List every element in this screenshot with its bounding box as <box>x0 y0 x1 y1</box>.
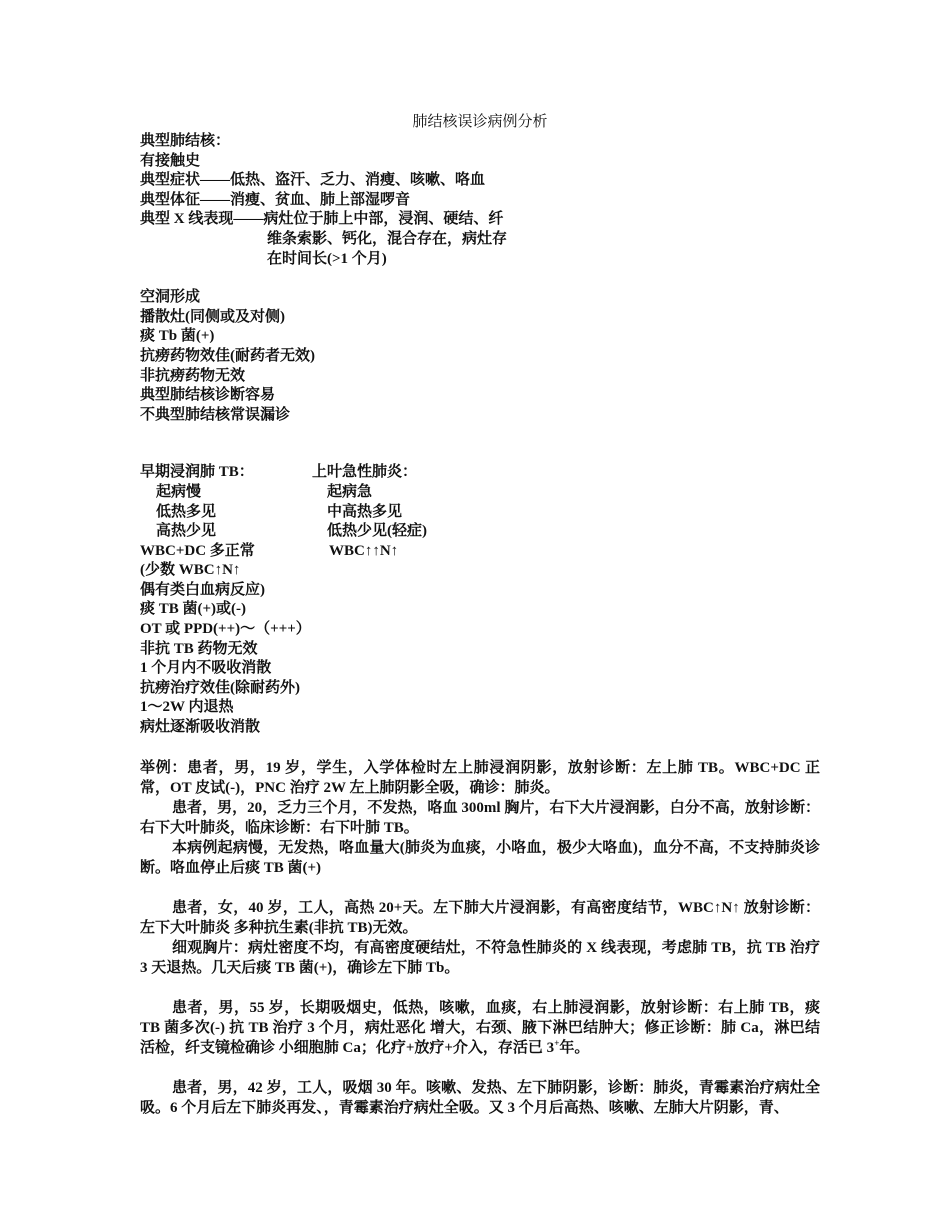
typical-line: 典型体征——消瘦、贫血、肺上部湿啰音 <box>140 191 411 208</box>
superscript-plus: + <box>554 1037 560 1048</box>
case-text: 患者，男，55 岁，长期吸烟史，低热，咳嗽，血痰，右上肺浸润影，放射诊断：右上肺 TB，痰 TB 菌多次(-) 抗 TB 治疗 3 个月，病灶恶化 增大，右颈、腋下淋巴结肿大；修正诊断：肺 Ca，淋巴结活检，纤支镜检确诊 小细胞肺 Ca；化疗+放疗+介入，存活已 3 <box>140 999 820 1056</box>
typical-line: 典型症状——低热、盗汗、乏力、消瘦、咳嗽、咯血 <box>140 172 486 189</box>
case-paragraph: 举例：患者，男，19 岁，学生，入学体检时左上肺浸润阴影，放射诊断：左上肺 TB。WBC+DC 正常，OT 皮试(-)，PNC 治疗 2W 左上肺阴影全吸，确诊：肺炎。 <box>140 759 820 796</box>
compare-right-cell: 中高热多见 <box>327 503 403 520</box>
case-paragraph: 患者，女，40 岁，工人，高热 20+天。左下肺大片浸润影，有高密度结节，WBC↑N↑ 放射诊断：左下大叶肺炎 多种抗生素(非抗 TB)无效。 <box>140 899 820 936</box>
compare-line: (少数 WBC↑N↑ <box>140 562 241 579</box>
typical-line: 非抗痨药物无效 <box>140 367 246 384</box>
document-title: 肺结核误诊病例分析 <box>412 114 548 130</box>
xray-continuation: 维条索影、钙化，混合存在，病灶存 <box>267 230 508 247</box>
typical-line: 痰 Tb 菌(+) <box>140 328 215 345</box>
typical-line: 不典型肺结核常误漏诊 <box>140 406 291 423</box>
compare-left-cell: 起病慢 <box>156 483 202 500</box>
compare-row <box>140 503 820 523</box>
case-text: 年。 <box>559 1039 590 1056</box>
compare-row <box>140 483 820 503</box>
typical-line: 播散灶(同侧或及对侧) <box>140 308 285 325</box>
typical-line: 空洞形成 <box>140 289 201 306</box>
document-page <box>140 112 820 1118</box>
compare-line: 1 个月内不吸收消散 <box>140 660 272 677</box>
compare-line: 偶有类白血病反应) <box>140 581 265 598</box>
compare-line: 非抗 TB 药物无效 <box>140 640 258 657</box>
typical-line: 有接触史 <box>140 152 201 169</box>
compare-line: 痰 TB 菌(+)或(-) <box>140 601 247 618</box>
compare-wbc-left: WBC+DC 多正常 <box>140 542 255 559</box>
xray-continuation: 在时间长(>1 个月) <box>267 250 387 267</box>
case-paragraph: 患者，男，20，乏力三个月，不发热，咯血 300ml 胸片，右下大片浸润影，白分不高，放射诊断：右下大叶肺炎，临床诊断：右下叶肺 TB。 <box>140 799 820 836</box>
compare-right-cell: 低热少见(轻症) <box>327 523 427 540</box>
compare-line: 1～2W 内退热 <box>140 699 234 716</box>
typical-line: 典型肺结核诊断容易 <box>140 387 276 404</box>
compare-left-cell: 高热少见 <box>156 523 217 540</box>
case-paragraph: 本病例起病慢，无发热，咯血量大(肺炎为血痰，小咯血，极少大咯血)，血分不高，不支持肺炎诊断。咯血停止后痰 TB 菌(+) <box>140 839 820 876</box>
case-paragraph <box>140 998 820 1058</box>
compare-line: 抗痨治疗效佳(除耐药外) <box>140 679 300 696</box>
compare-wbc-row <box>140 542 820 562</box>
compare-heading-row <box>140 463 820 483</box>
case-paragraph: 细观胸片：病灶密度不均，有高密度硬结灶，不符急性肺炎的 X 线表现，考虑肺 TB，抗 TB 治疗 3 天退热。几天后痰 TB 菌(+)，确诊左下肺 Tb。 <box>140 939 820 976</box>
typical-line: 典型 X 线表现——病灶位于肺上中部，浸润、硬结、纤 <box>140 211 504 228</box>
compare-right-heading: 上叶急性肺炎： <box>312 464 418 481</box>
compare-line: 病灶逐渐吸收消散 <box>140 719 261 736</box>
case-paragraph: 患者，男，42 岁，工人，吸烟 30 年。咳嗽、发热、左下肺阴影，诊断：肺炎，青霉素治疗病灶全吸。6 个月后左下肺炎再发、，青霉素治疗病灶全吸。又 3 个月后高热、咳嗽、左肺大片阴影，青、 <box>140 1079 820 1116</box>
compare-line: OT 或 PPD(++)～（+++） <box>140 621 311 638</box>
compare-left-cell: 低热多见 <box>156 503 217 520</box>
compare-wbc-right: WBC↑↑N↑ <box>329 542 399 559</box>
typical-line: 抗痨药物效佳(耐药者无效) <box>140 347 315 364</box>
compare-right-cell: 起病急 <box>327 483 373 500</box>
compare-left-heading: 早期浸润肺 TB： <box>140 464 254 481</box>
compare-row <box>140 522 820 542</box>
typical-heading: 典型肺结核： <box>140 133 231 149</box>
